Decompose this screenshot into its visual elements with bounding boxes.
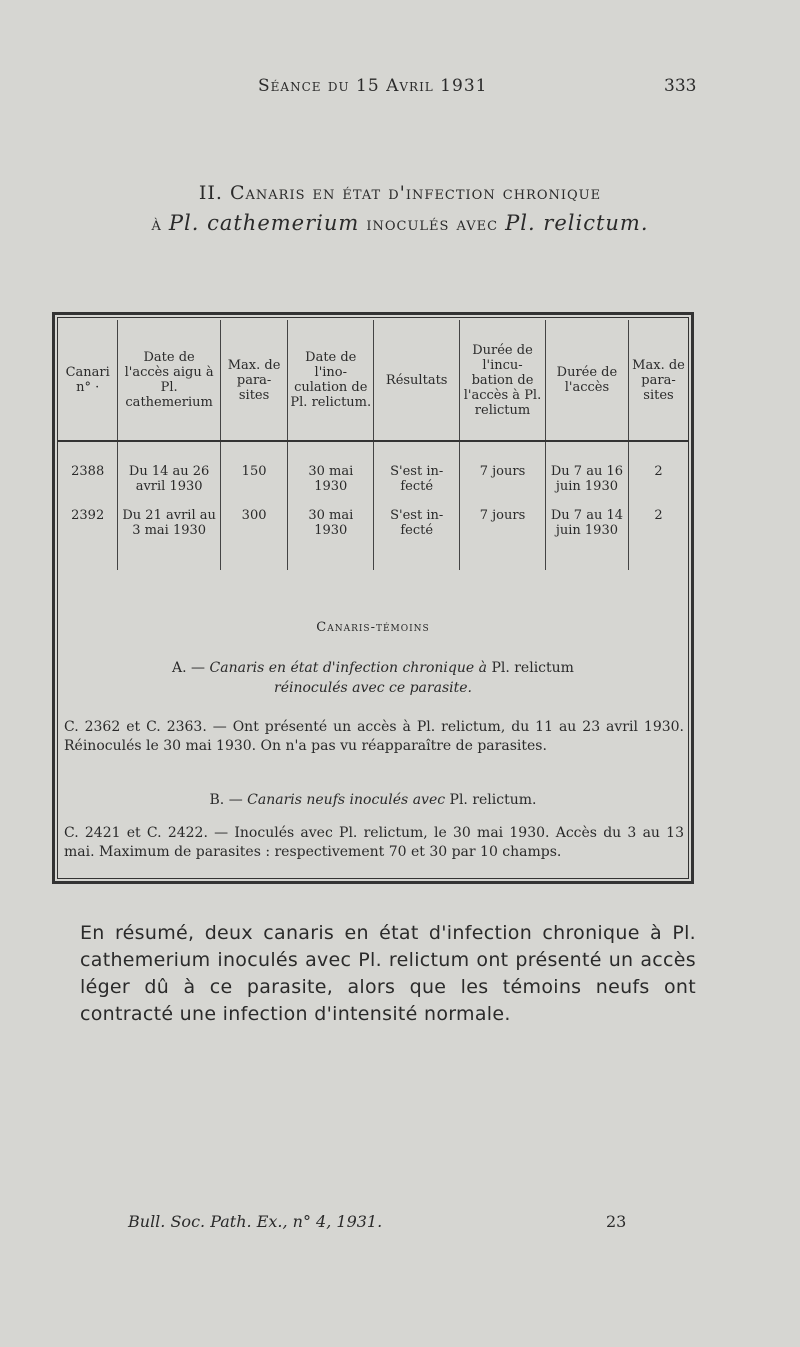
header-max-parasites-2: Max. de para-sites (629, 320, 688, 441)
section-title-line2 (0, 208, 800, 239)
table-cell: S'est in-fecté (374, 508, 460, 570)
temoins-b-heading (60, 790, 686, 810)
table-cell: 2 (654, 508, 663, 523)
temoins-b-label: B. — (209, 792, 243, 808)
table-cell: 30 mai 1930 (288, 441, 374, 508)
header-max-parasites: Max. de para-sites (220, 320, 288, 441)
table-cell: 2388 (58, 441, 118, 508)
temoins-a-line2: réinoculés avec ce parasite. (274, 680, 472, 696)
table-row (58, 508, 688, 570)
results-table (58, 320, 688, 570)
temoins-a-species: Pl. relictum (491, 660, 574, 676)
temoins-a-heading (60, 658, 686, 698)
running-title: Séance du 15 Avril 1931 (258, 76, 488, 96)
temoins-a-text: C. 2362 et C. 2363. — Ont présenté un accès à Pl. relictum, du 11 au 23 avril 1930. Réinoculés le 30 mai 1930. On n'a pas vu réapparaître de parasites. (64, 719, 684, 754)
journal-citation: Bull. Soc. Path. Ex., n° 4, 1931. (128, 1212, 383, 1231)
section-title-species1: Pl. cathemerium (168, 211, 360, 235)
section-title-species2: Pl. relictum. (505, 211, 649, 235)
table-row (58, 441, 688, 508)
temoins-b-species: Pl. relictum. (449, 792, 537, 808)
table-cell: Du 14 au 26 avril 1930 (118, 441, 220, 508)
temoins-b-text: C. 2421 et C. 2422. — Inoculés avec Pl. relictum, le 30 mai 1930. Accès du 3 au 13 mai. Maximum de parasites : respectivement 70 et 30 par 10 champs. (64, 825, 684, 860)
table-cell: 150 (220, 441, 288, 508)
table-cell: 300 (220, 508, 288, 570)
section-title-mid: inoculés avec (366, 213, 499, 235)
header-date-acces: Date de l'accès aigu à Pl. cathemerium (118, 320, 220, 441)
header-date-inoculation: Date de l'ino-culation de Pl. relictum. (288, 320, 374, 441)
temoins-b-italic: Canaris neufs inoculés avec (247, 792, 446, 808)
page-number: 333 (664, 76, 697, 96)
section-title-prefix: à (151, 213, 162, 235)
temoins-title: Canaris-témoins (316, 620, 430, 635)
temoins-a-italic: Canaris en état d'infection chronique à (209, 660, 487, 676)
header-canari: Canari n° · (58, 320, 118, 441)
section-title-line1: II. Canaris en état d'infection chronique (198, 182, 602, 204)
table-cell: Du 21 avril au 3 mai 1930 (118, 508, 220, 570)
table-cell: Du 7 au 14 juin 1930 (545, 508, 628, 570)
table-cell: 7 jours (460, 441, 546, 508)
table-cell: Du 7 au 16 juin 1930 (545, 441, 628, 508)
table-cell: S'est in-fecté (374, 441, 460, 508)
temoins-a-label: A. — (172, 660, 206, 676)
table-cell: 2 (654, 464, 663, 479)
running-head (0, 76, 800, 100)
table-cell: 30 mai 1930 (288, 508, 374, 570)
header-resultats: Résultats (374, 320, 460, 441)
signature-number: 23 (606, 1212, 627, 1231)
table-cell: 2392 (58, 508, 118, 570)
table-cell: 7 jours (460, 508, 546, 570)
section-title (0, 178, 800, 239)
table-header-row (58, 320, 688, 441)
footer (0, 1212, 800, 1236)
header-duree-incubation: Durée de l'incu-bation de l'accès à Pl. relictum (460, 320, 546, 441)
summary-paragraph: En résumé, deux canaris en état d'infection chronique à Pl. cathemerium inoculés avec Pl. relictum ont présenté un accès léger dû à ce parasite, alors que les témoins neufs ont contracté une infection d'intensité normale. (80, 922, 696, 1025)
header-duree-acces: Durée de l'accès (545, 320, 628, 441)
